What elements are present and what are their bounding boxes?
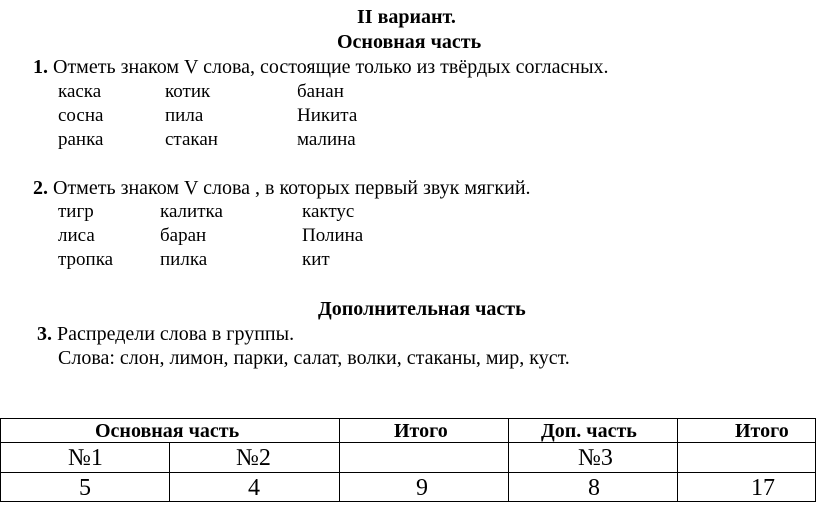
task2-word: кактус bbox=[302, 201, 355, 222]
task1-word: каска bbox=[58, 81, 102, 102]
task3-text: Распредели слова в группы. bbox=[57, 323, 295, 345]
variant-title: II вариант. bbox=[357, 6, 456, 28]
task1-instruction bbox=[33, 57, 609, 77]
task2-word: тигр bbox=[58, 201, 94, 222]
task1-text: Отметь знаком V слова, состоящие только из твёрдых согласных. bbox=[53, 56, 609, 78]
task1-word: малина bbox=[297, 129, 356, 150]
task3-number: 3. bbox=[37, 323, 52, 345]
task1-word: Никита bbox=[297, 105, 358, 126]
results-table bbox=[0, 418, 816, 502]
task2-word: кит bbox=[302, 249, 330, 270]
task2-number: 2. bbox=[33, 177, 48, 199]
header-total: Итого bbox=[735, 420, 789, 442]
task3-words: Слова: слон, лимон, парки, салат, волки, стаканы, мир, куст. bbox=[58, 347, 570, 369]
task1-word: стакан bbox=[165, 129, 218, 150]
task2-word: лиса bbox=[58, 225, 95, 246]
task-number-cell: №1 bbox=[68, 445, 103, 471]
header-main-part: Основная часть bbox=[95, 420, 240, 442]
main-part-title: Основная часть bbox=[337, 31, 482, 53]
task2-word: пилка bbox=[160, 249, 208, 270]
task1-word: котик bbox=[165, 81, 211, 102]
score-cell: 5 bbox=[79, 475, 91, 501]
task2-word: тропка bbox=[58, 249, 114, 270]
task2-word: калитка bbox=[160, 201, 223, 222]
task-number-cell: №2 bbox=[236, 445, 271, 471]
score-cell: 9 bbox=[416, 475, 428, 501]
task2-instruction bbox=[33, 178, 531, 198]
task1-word: ранка bbox=[58, 129, 104, 150]
header-total: Итого bbox=[394, 420, 448, 442]
task1-word: банан bbox=[297, 81, 344, 102]
score-cell: 8 bbox=[588, 475, 600, 501]
task1-word: сосна bbox=[58, 105, 104, 126]
extra-part-title: Дополнительная часть bbox=[318, 298, 526, 320]
task2-word: Полина bbox=[302, 225, 364, 246]
task2-word: баран bbox=[160, 225, 207, 246]
task1-word: пила bbox=[165, 105, 204, 126]
score-cell: 17 bbox=[751, 475, 775, 501]
header-extra-part: Доп. часть bbox=[541, 420, 637, 442]
task-number-cell: №3 bbox=[578, 445, 613, 471]
task3-instruction bbox=[37, 324, 294, 344]
score-cell: 4 bbox=[248, 475, 260, 501]
task2-text: Отметь знаком V слова , в которых первый звук мягкий. bbox=[53, 177, 531, 199]
task1-number: 1. bbox=[33, 56, 48, 78]
